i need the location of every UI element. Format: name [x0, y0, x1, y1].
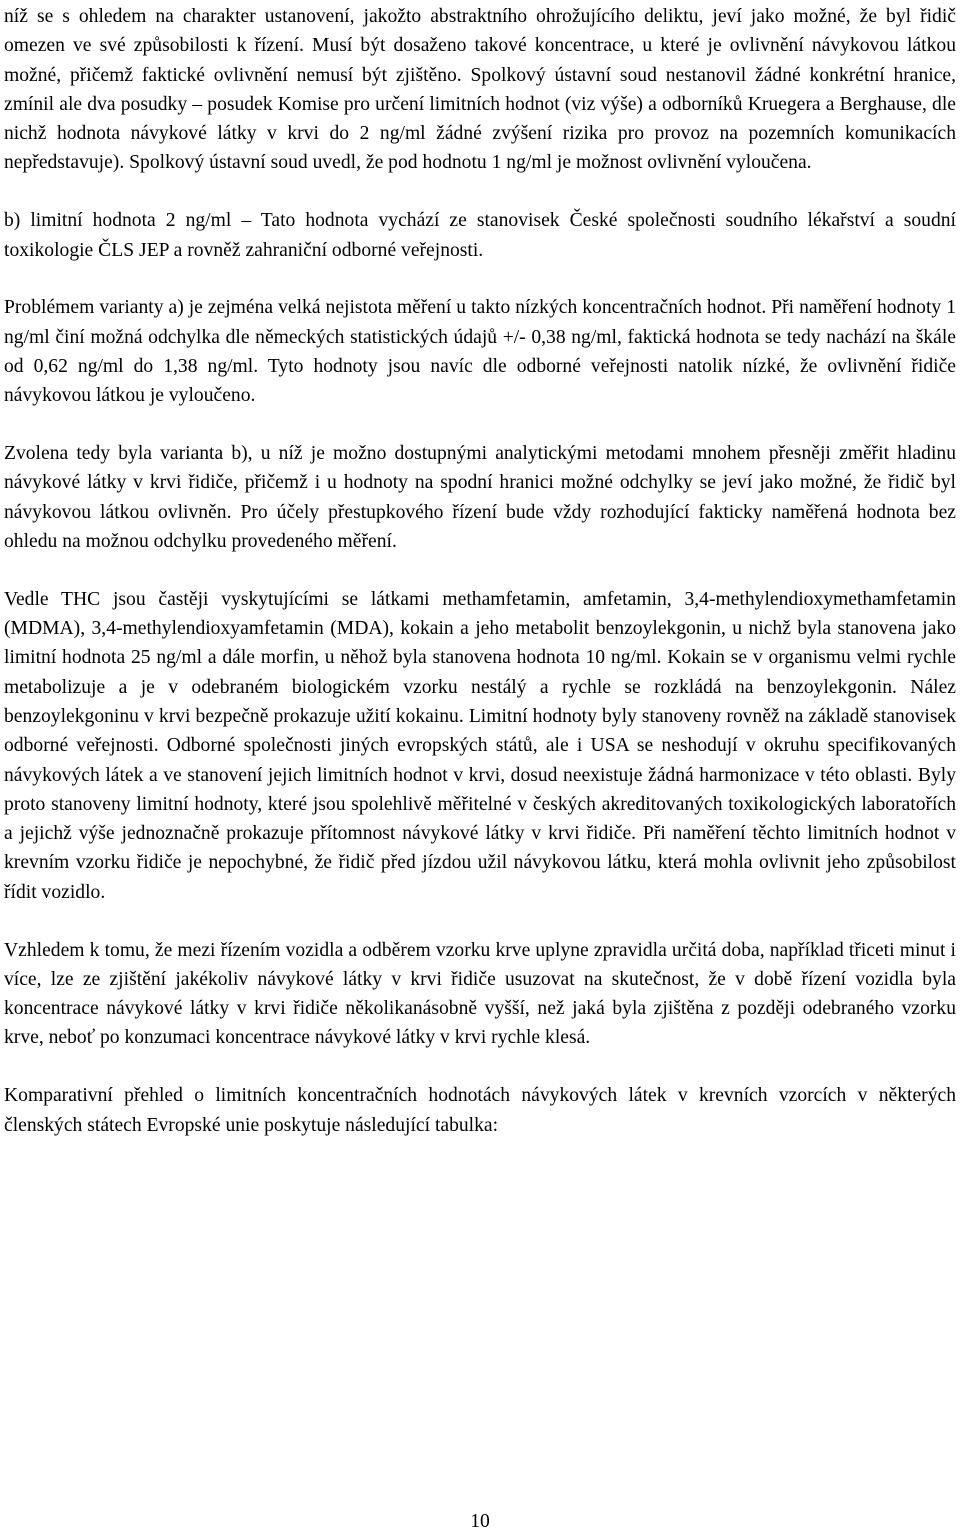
page-number: 10 [470, 1511, 490, 1532]
paragraph-7: Komparativní přehled o limitních koncentračních hodnotách návykových látek v krevních vzorcích v některých členských státech Evropské unie poskytuje následující tabulka: [4, 1085, 956, 1136]
paragraph-5: Vedle THC jsou častěji vyskytujícími se látkami methamfetamin, amfetamin, 3,4-methylendioxymethamfetamin (MDMA), 3,4-methylendioxyamfetamin (MDA), kokain a jeho metabolit benzoylekgonin, u nichž byla stanovena jako limitní hodnota 25 ng/ml a dále morfin, u něhož byla stanovena hodnota 10 ng/ml. Kokain se v organismu velmi rychle metabolizuje a je v odebraném biologickém vzorku nestálý a rychle se rozkládá na benzoylekgonin. Nález benzoylekgoninu v krvi bezpečně prokazuje užití kokainu. Limitní hodnoty byly stanoveny rovněž na základě stanovisek odborné veřejnosti. Odborné společnosti jiných evropských států, ale i USA se neshodují v okruhu specifikovaných návykových látek a ve stanovení jejich limitních hodnot v krvi, dosud neexistuje žádná harmonizace v této oblasti. Byly proto stanoveny limitní hodnoty, které jsou spolehlivě měřitelné v českých akreditovaných toxikologických laboratořích a jejichž výše jednoznačně prokazuje přítomnost návykové látky v krvi řidiče. Při naměření těchto limitních hodnot v krevním vzorku řidiče je nepochybné, že řidič před jízdou užil návykovou látku, která mohla ovlivnit jeho způsobilost řídit vozidlo. [4, 588, 956, 903]
paragraph-3: Problémem varianty a) je zejména velká nejistota měření u takto nízkých koncentračních hodnot. Při naměření hodnoty 1 ng/ml činí možná odchylka dle německých statistických údajů +/- 0,38 ng/ml, faktická hodnota se tedy nachází na škále od 0,62 ng/ml do 1,38 ng/ml. Tyto hodnoty jsou navíc dle odborné veřejnosti natolik nízké, že ovlivnění řidiče návykovou látkou je vyloučeno. [4, 297, 956, 407]
paragraph-1: níž se s ohledem na charakter ustanovení, jakožto abstraktního ohrožujícího deliktu, jeví jako možné, že byl řidič omezen ve své způsobilosti k řízení. Musí být dosaženo takové koncentrace, u které je ovlivnění návykovou látkou možné, přičemž faktické ovlivnění nemusí být zjištěno. Spolkový ústavní soud nestanovil žádné konkrétní hranice, zmínil ale dva posudky – posudek Komise pro určení limitních hodnot (viz výše) a odborníků Kruegera a Berghause, dle nichž hodnota návykové látky v krvi do 2 ng/ml žádné zvýšení rizika pro provoz na pozemních komunikacích nepředstavuje). Spolkový ústavní soud uvedl, že pod hodnotu 1 ng/ml je možnost ovlivnění vyloučena. [4, 6, 956, 174]
paragraph-4: Zvolena tedy byla varianta b), u níž je možno dostupnými analytickými metodami mnohem přesněji změřit hladinu návykové látky v krvi řidiče, přičemž i u hodnoty na spodní hranici možné odchylky se jeví jako možné, že řidič byl návykovou látkou ovlivněn. Pro účely přestupkového řízení bude vždy rozhodující fakticky naměřená hodnota bez ohledu na možnou odchylku provedeného měření. [4, 443, 956, 552]
document-page [4, 2, 956, 1140]
paragraph-2: b) limitní hodnota 2 ng/ml – Tato hodnota vychází ze stanovisek České společnosti soudního lékařství a soudní toxikologie ČLS JEP a rovněž zahraniční odborné veřejnosti. [4, 210, 956, 261]
paragraph-6: Vzhledem k tomu, že mezi řízením vozidla a odběrem vzorku krve uplyne zpravidla určitá doba, například třiceti minut i více, lze ze zjištění jakékoliv návykové látky v krvi řidiče usuzovat na skutečnost, že v době řízení vozidla byla koncentrace návykové látky v krvi řidiče několikanásobně vyšší, než jaká byla zjištěna z později odebraného vzorku krve, neboť po konzumaci koncentrace návykové látky v krvi rychle klesá. [4, 939, 956, 1049]
